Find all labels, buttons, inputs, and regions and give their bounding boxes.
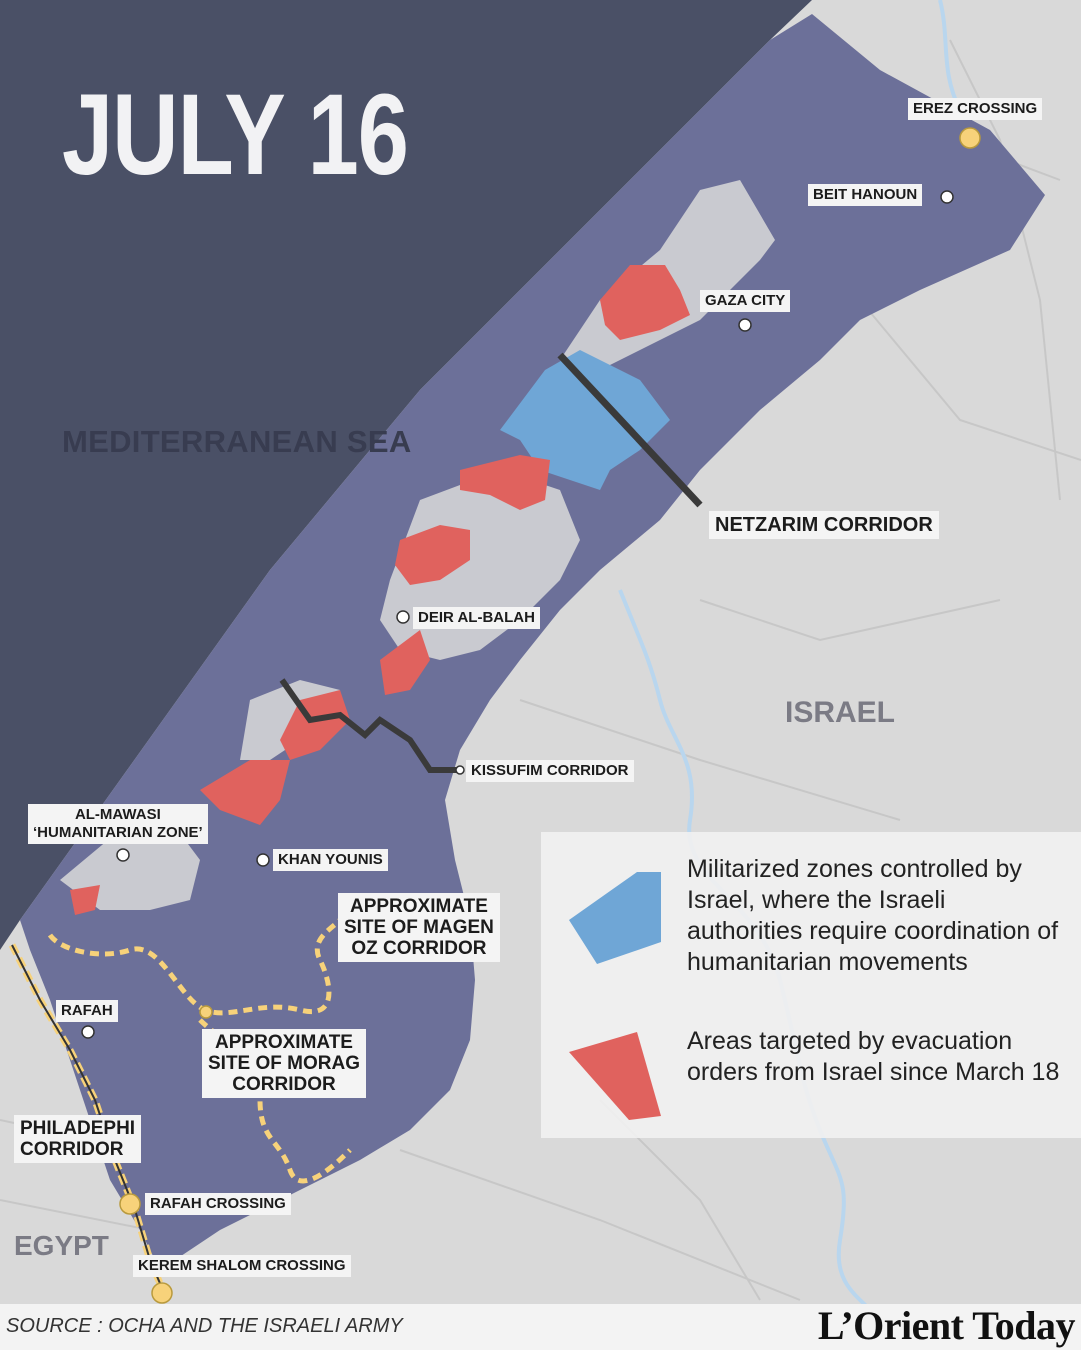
sea-label: MEDITERRANEAN SEA — [62, 424, 412, 459]
legend-text-militarized: Militarized zones controlled by Israel, where the Israeli authorities require coordination of humanitarian movements — [687, 855, 1059, 976]
erez-crossing-marker — [960, 128, 980, 148]
label-erez-crossing: EREZ CROSSING — [908, 98, 1042, 120]
country-label-israel: ISRAEL — [785, 696, 896, 729]
khan-younis-marker — [257, 854, 269, 866]
legend-swatch-militarized — [567, 870, 663, 966]
kissufim-marker — [456, 766, 464, 774]
map-title: JULY 16 — [62, 71, 408, 199]
label-khan-younis: KHAN YOUNIS — [273, 849, 388, 871]
label-philadelphi-corridor: PHILADEPHI CORRIDOR — [14, 1115, 141, 1163]
rafah-crossing-marker — [120, 1194, 140, 1214]
label-kerem-shalom-crossing: KEREM SHALOM CROSSING — [133, 1255, 351, 1277]
label-morag-corridor: APPROXIMATE SITE OF MORAG CORRIDOR — [202, 1029, 366, 1098]
kerem-shalom-marker — [152, 1283, 172, 1303]
label-rafah: RAFAH — [56, 1000, 118, 1022]
label-netzarim-corridor: NETZARIM CORRIDOR — [709, 511, 939, 539]
label-gaza-city: GAZA CITY — [700, 290, 790, 312]
source-text: SOURCE : OCHA AND THE ISRAELI ARMY — [6, 1315, 403, 1337]
label-beit-hanoun: BEIT HANOUN — [808, 184, 922, 206]
deir-al-balah-marker — [397, 611, 409, 623]
brand-logo: L’Orient Today — [817, 1303, 1075, 1348]
label-magen-oz-corridor: APPROXIMATE SITE OF MAGEN OZ CORRIDOR — [338, 893, 500, 962]
beit-hanoun-marker — [941, 191, 953, 203]
al-mawasi-marker — [117, 849, 129, 861]
label-deir-al-balah: DEIR AL-BALAH — [413, 607, 540, 629]
legend-swatch-evacuation — [567, 1030, 663, 1122]
label-rafah-crossing: RAFAH CROSSING — [145, 1193, 291, 1215]
legend-text-evacuation: Areas targeted by evacuation orders from Israel since March 18 — [687, 1027, 1060, 1086]
rafah-marker — [82, 1026, 94, 1038]
magen-oz-marker — [200, 1006, 212, 1018]
country-label-egypt: EGYPT — [14, 1230, 109, 1261]
label-kissufim-corridor: KISSUFIM CORRIDOR — [466, 760, 634, 782]
gaza-city-marker — [739, 319, 751, 331]
map-legend — [541, 832, 1081, 1138]
label-al-mawasi: AL-MAWASI ‘HUMANITARIAN ZONE’ — [28, 804, 208, 844]
